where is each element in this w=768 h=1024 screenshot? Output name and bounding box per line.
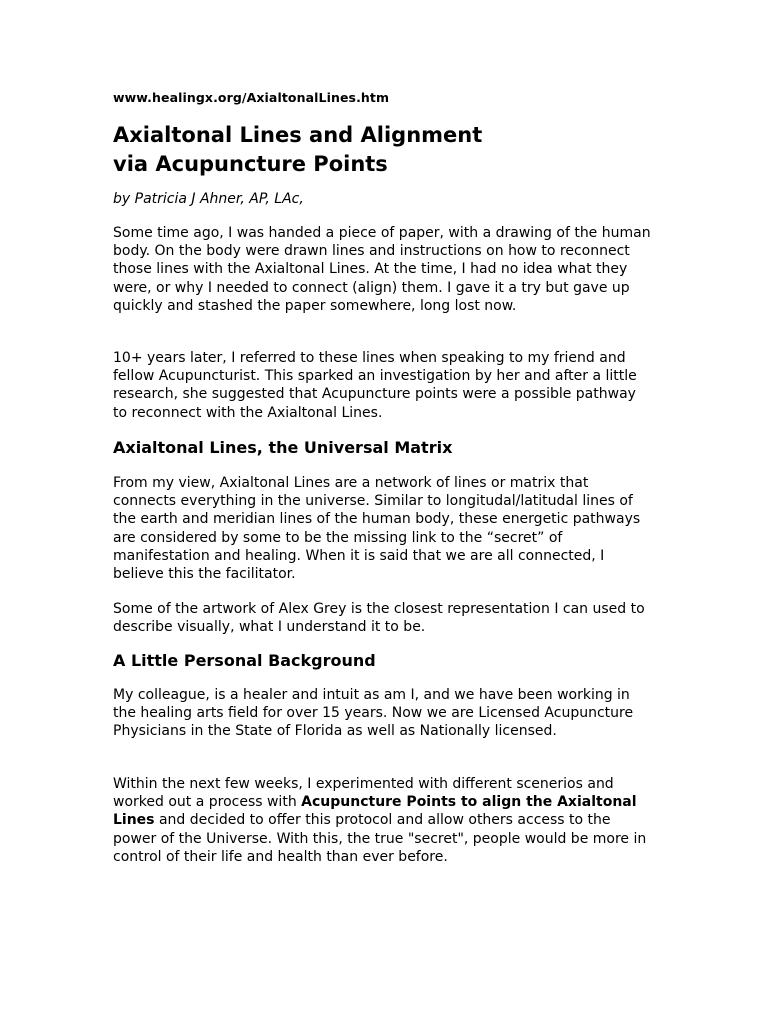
background-paragraph-2-end: and decided to offer this protocol and allow others access to the power of the Universe. With this, the true "secret", people would be more in control of their life and health than ever before. xyxy=(113,812,647,865)
matrix-paragraph-1: From my view, Axialtonal Lines are a network of lines or matrix that connects everything in the universe. Similar to longitudal/latitudal lines of the earth and meridian lines of the human body, these energetic pathways are considered by some to be the missing link to the “secret” of manifestation and healing. When it is said that we are all connected, I believe this the facilitator. xyxy=(113,475,641,583)
section-heading-universal-matrix: Axialtonal Lines, the Universal Matrix xyxy=(113,438,453,457)
intro-paragraph-1: Some time ago, I was handed a piece of paper, with a drawing of the human body. On the body were drawn lines and instructions on how to reconnect those lines with the Axialtonal Lines. At the time, I had no idea what they were, or why I needed to connect (align) them. I gave it a try but gave up quickly and stashed the paper somewhere, long lost now. xyxy=(113,225,651,314)
title-line-2: via Acupuncture Points xyxy=(113,152,388,176)
background-paragraph-1: My colleague, is a healer and intuit as am I, and we have been working in the healing arts field for over 15 years. Now we are Licensed Acupuncture Physicians in the State of Florida as well as Nationally licensed. xyxy=(113,687,634,740)
background-paragraph-2-emphasis: Acupuncture Points to align the Axialtonal Lines xyxy=(113,794,637,829)
background-paragraph-2-start: Within the next few weeks, I experimented with different scenerios and worked out a process with xyxy=(113,776,614,811)
source-url: www.healingx.org/AxialtonalLines.htm xyxy=(113,90,390,105)
title-line-1: Axialtonal Lines and Alignment xyxy=(113,123,483,147)
matrix-paragraph-2: Some of the artwork of Alex Grey is the closest representation I can used to describe visually, what I understand it to be. xyxy=(113,601,645,636)
article-title xyxy=(113,121,482,179)
background-paragraph-2 xyxy=(113,775,653,866)
author-byline: by Patricia J Ahner, AP, LAc, xyxy=(113,191,304,207)
section-heading-personal-background: A Little Personal Background xyxy=(113,651,376,670)
intro-paragraph-2: 10+ years later, I referred to these lines when speaking to my friend and fellow Acupuncturist. This sparked an investigation by her and after a little research, she suggested that Acupuncture points were a possible pathway to reconnect with the Axialtonal Lines. xyxy=(113,350,637,421)
